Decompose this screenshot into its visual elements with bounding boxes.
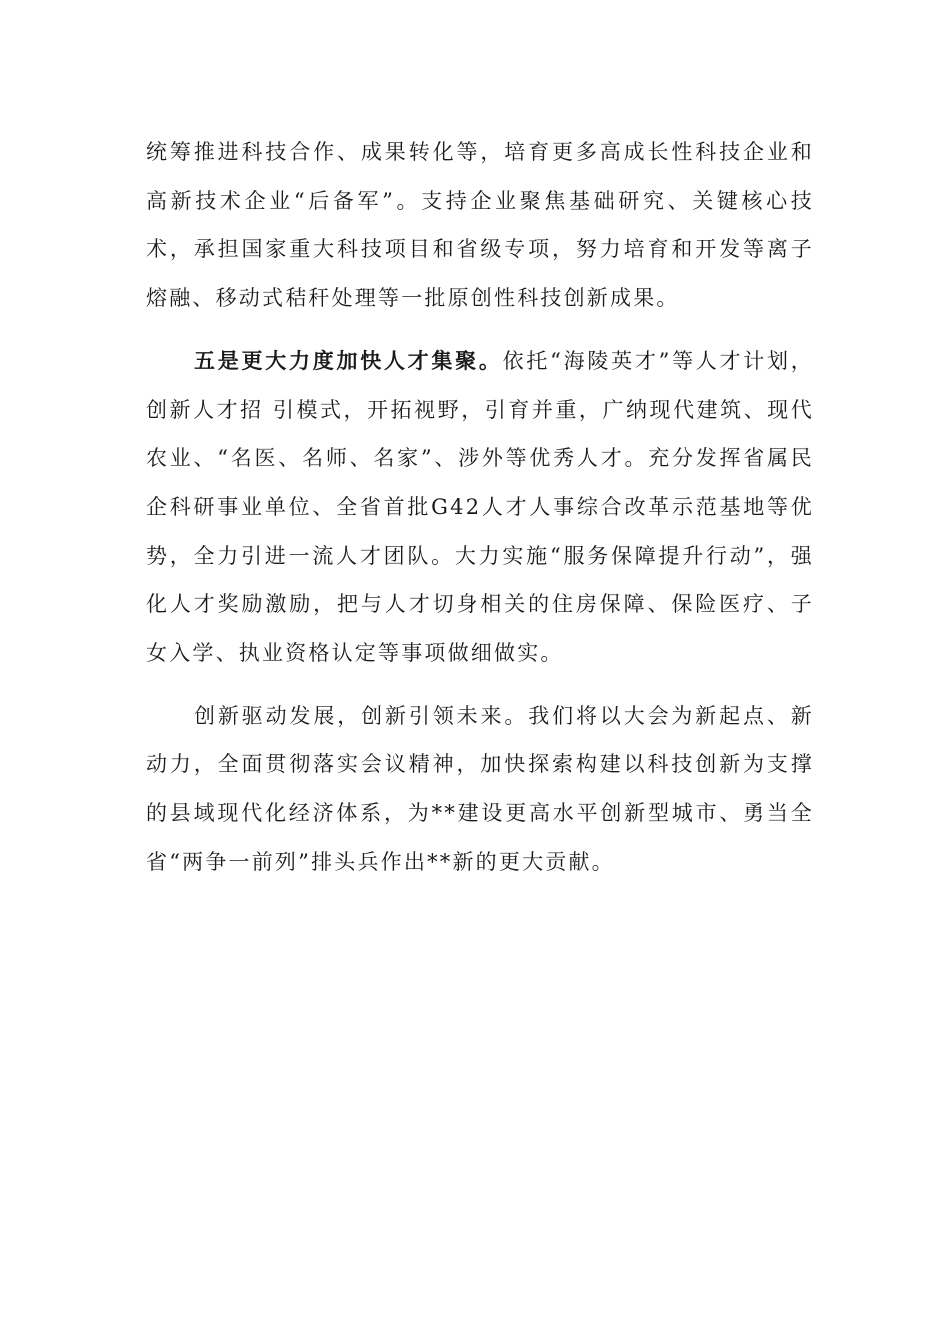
paragraph-talent [146, 337, 814, 678]
document-body [146, 128, 814, 887]
paragraph-heading: 五是更大力度加快人才集聚。 [194, 347, 503, 373]
paragraph-continuation [146, 128, 814, 323]
paragraph-conclusion [146, 692, 814, 887]
paragraph-text: 创新驱动发展，创新引领未来。我们将以大会为新起点、新动力，全面贯彻落实会议精神，加快探索构建以科技创新为支撑的县域现代化经济体系，为**建设更高水平创新型城市、勇当全省“两争一前列”排头兵作出**新的更大贡献。 [146, 703, 814, 874]
paragraph-text: 统筹推进科技合作、成果转化等，培育更多高成长性科技企业和高新技术企业“后备军”。支持企业聚焦基础研究、关键核心技术，承担国家重大科技项目和省级专项，努力培育和开发等离子熔融、移动式秸秆处理等一批原创性科技创新成果。 [146, 140, 814, 311]
paragraph-text: 依托“海陵英才”等人才计划，创新人才招 引模式，开拓视野，引育并重，广纳现代建筑、现代农业、“名医、名师、名家”、涉外等优秀人才。充分发挥省属民企科研事业单位、全省首批G42人才人事综合改革示范基地等优势，全力引进一流人才团队。大力实施“服务保障提升行动”，强化人才奖励激励，把与人才切身相关的住房保障、保险医疗、子女入学、执业资格认定等事项做细做实。 [146, 348, 814, 666]
